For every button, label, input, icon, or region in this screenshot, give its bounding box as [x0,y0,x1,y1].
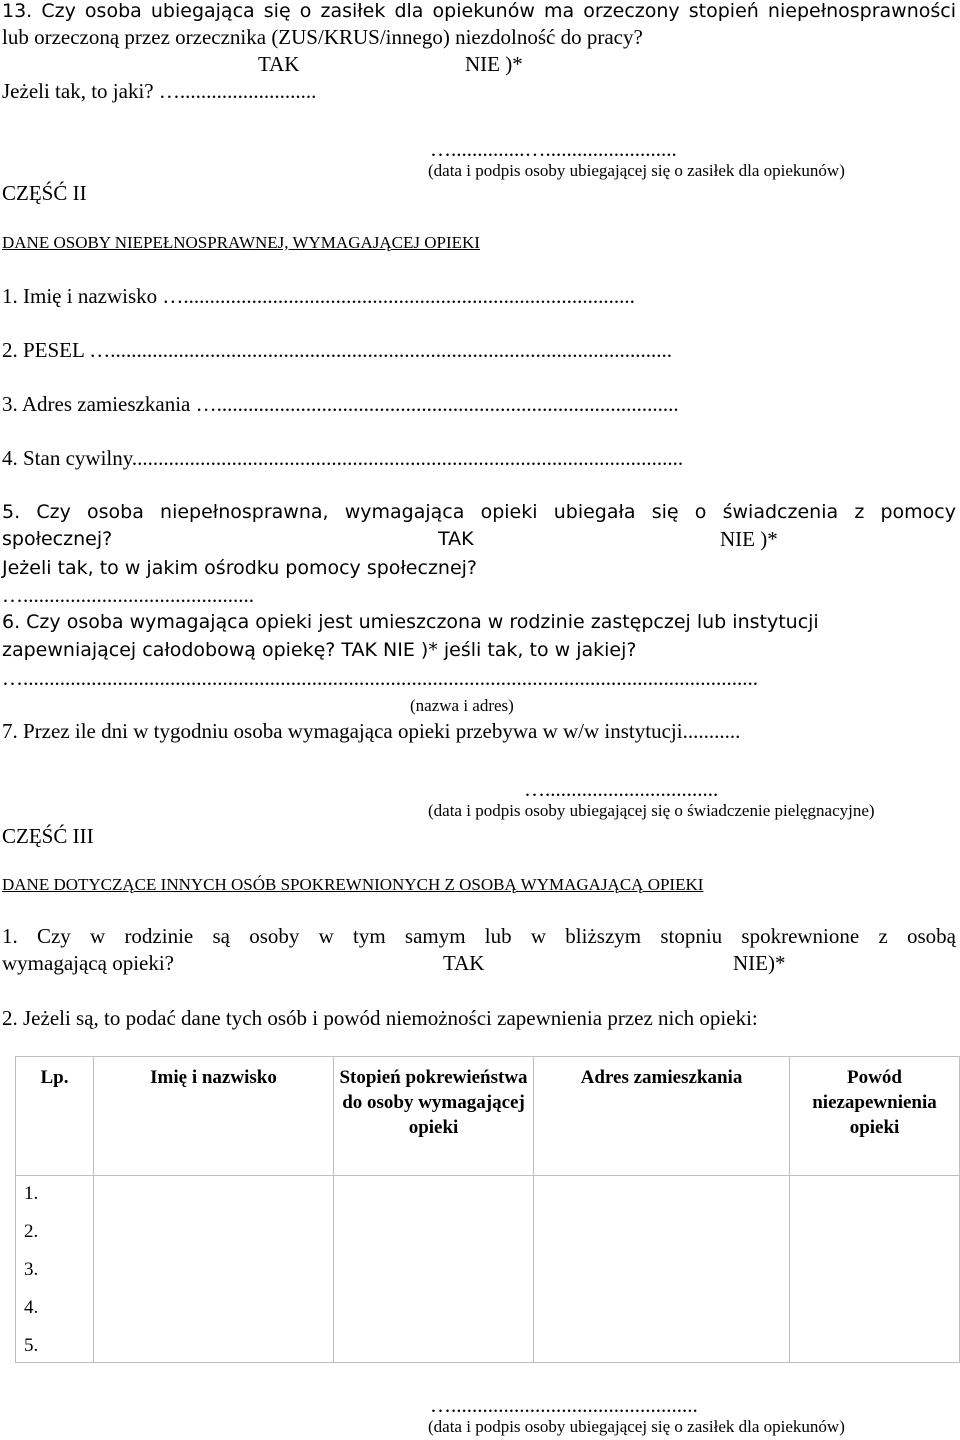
q13-line1: 13. Czy osoba ubiegająca się o zasiłek dla opiekunów ma orzeczony stopień niepełnosprawności [2,0,956,22]
table-row-1-lp: 1. [24,1183,39,1204]
part2-field-civil-status: 4. Stan cywilny......................................................................................................... [2,446,684,470]
part2-signature-caption: (data i podpis osoby ubiegającej się o świadczenie pielęgnacyjne) [428,801,875,820]
table-row-4-lp: 4. [24,1297,39,1318]
part2-field-address: 3. Adres zamieszkania …........................................................................................ [2,392,679,416]
q13-nie-option: NIE )* [465,52,523,76]
part2-q6-caption: (nazwa i adres) [410,696,514,715]
table-header-name: Imię i nazwisko [94,1057,334,1176]
part3-q1-tak-option: TAK [443,951,485,975]
table-name-cell[interactable] [94,1176,334,1363]
part3-q1-line1: 1. Czy w rodzinie są osoby w tym samym lub w bliższym stopniu spokrewnione z osobą [2,924,956,948]
table-row-5-lp: 5. [24,1335,39,1356]
part2-q5-line1: 5. Czy osoba niepełnosprawna, wymagająca opieki ubiegała się o świadczenia z pomocy [2,501,956,523]
part3-subtitle: DANE DOTYCZĄCE INNYCH OSÓB SPOKREWNIONYCH Z OSOBĄ WYMAGAJĄCĄ OPIEKI [2,875,704,894]
q13-line2: lub orzeczoną przez orzecznika (ZUS/KRUS/innego) niezdolność do pracy? [2,25,643,49]
table-header-reason: Powód niezapewnienia opieki [790,1057,960,1176]
part2-title: CZĘŚĆ II [2,181,87,205]
q13-tak-option: TAK [258,52,300,76]
part2-q5-nie-option: NIE )* [720,527,778,551]
table-header-address: Adres zamieszkania [534,1057,790,1176]
q13-jezeli-field: Jeżeli tak, to jaki? ….......................... [2,79,317,103]
part3-signature-dots: …............................................... [430,1393,698,1417]
part3-q1-nie-option: NIE)* [733,951,786,975]
table-relation-cell[interactable] [334,1176,534,1363]
table-reason-cell[interactable] [790,1176,960,1363]
table-address-cell[interactable] [534,1176,790,1363]
part2-q6-line1: 6. Czy osoba wymagająca opieki jest umieszczona w rodzinie zastępczej lub instytucji [2,611,819,633]
part2-subtitle: DANE OSOBY NIEPEŁNOSPRAWNEJ, WYMAGAJĄCEJ OPIEKI [2,233,480,252]
part2-q5-line2: społecznej? [2,528,113,550]
part2-q5-line3: Jeżeli tak, to w jakim ośrodku pomocy społecznej? [2,557,478,579]
part2-q6-dots: …............................................................................................................................................ [2,666,758,690]
table-row-2-lp: 2. [24,1221,39,1242]
part2-signature-dots: …................................. [524,777,719,801]
part2-q6-line2: zapewniającej całodobową opiekę? TAK NIE )* jeśli tak, to w jakiej? [2,639,637,661]
part2-field-pesel: 2. PESEL …........................................................................................................... [2,338,673,362]
part2-q7: 7. Przez ile dni w tygodniu osoba wymagająca opieki przebywa w w/w instytucji........... [2,719,741,743]
table-header-relation: Stopień pokrewieństwa do osoby wymagającej opieki [334,1057,534,1176]
part3-q2: 2. Jeżeli są, to podać dane tych osób i powód niemożności zapewnienia przez nich opieki: [2,1006,758,1030]
q13-signature-caption: (data i podpis osoby ubiegającej się o zasiłek dla opiekunów) [428,161,845,180]
table-header-lp: Lp. [16,1057,94,1176]
part2-field-name: 1. Imię i nazwisko …...................................................................................... [2,284,635,308]
table-lp-column [16,1176,94,1363]
part2-q5-dots: …............................................ [2,583,254,607]
q13-signature-dots: …..............…......................... [430,137,677,161]
relatives-table [15,1056,960,1363]
table-row-3-lp: 3. [24,1259,39,1280]
part3-q1-line2: wymagającą opieki? [2,951,174,975]
part3-signature-caption: (data i podpis osoby ubiegającej się o zasiłek dla opiekunów) [428,1417,845,1436]
part3-title: CZĘŚĆ III [2,824,94,848]
part2-q5-tak-option: TAK [438,528,474,550]
